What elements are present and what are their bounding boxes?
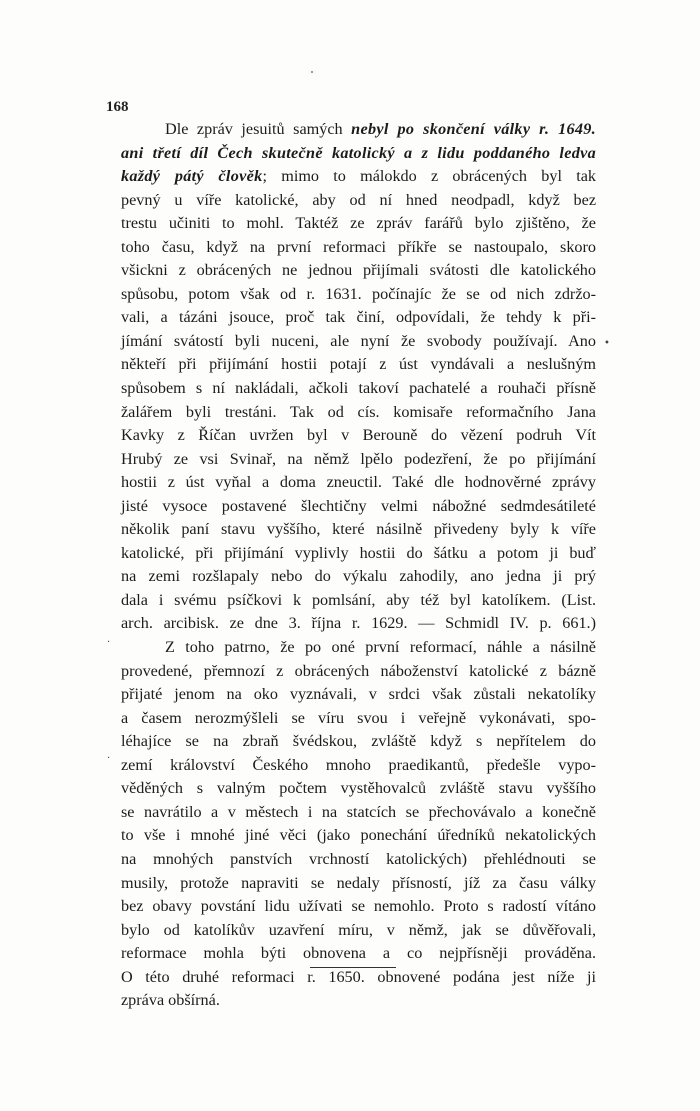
text-run: musily, protože napraviti se nedaly přísností, jíž za času války [121, 873, 596, 892]
text-line [121, 589, 596, 613]
text-line [121, 848, 596, 872]
text-run: O této druhé reformaci r. 1650. obnovené podána jest níže ji [121, 967, 596, 986]
text-run: Hrubý ze vsi Svinař, na němž lpělo podezření, že po přijímání [121, 449, 596, 468]
text-line [121, 212, 596, 236]
body-text [121, 118, 596, 1013]
text-line [121, 236, 596, 260]
text-run: věděných s valným počtem vystěhovalců zvláště stavu vyššího [121, 779, 596, 798]
margin-mark: • [604, 338, 610, 349]
text-run: všickni z obrácených ne jednou přijímali svátosti dle katolického [121, 261, 596, 280]
text-run: vali, a tázáni jsouce, proč tak činí, odpovídali, že tehdy k při- [121, 308, 596, 327]
text-run: spůsobu, potom však od r. 1631. počínajíc že se od nich zdržo- [121, 284, 596, 303]
text-run: spůsobem s ní nakládali, ačkoli takoví pachatelé a rouhači přísně [121, 379, 596, 398]
text-run: toho času, když na první reformaci příkře se nastoupalo, skoro [121, 237, 596, 256]
text-run: bylo od katolíkův uzavření míru, v němž, jak se důvěřovali, [121, 920, 596, 939]
text-run: léhajíce se na zbraň švédskou, zvláště když s nepřítelem do [121, 732, 596, 751]
text-run: na mnohých panstvích vrchností katolických) přehlédnouti se [121, 849, 596, 868]
text-run: katolické, při přijímání vyplivly hostii do šátku a potom ji buď [121, 543, 596, 562]
text-line [121, 565, 596, 589]
text-line [121, 989, 596, 1013]
text-line [121, 754, 596, 778]
margin-mark: · [107, 637, 111, 648]
text-run: Kavky z Říčan uvržen byl v Berouně do vězení podruh Vít [121, 426, 596, 445]
text-line [121, 707, 596, 731]
text-line [121, 542, 596, 566]
text-line [121, 118, 596, 142]
text-line [121, 189, 596, 213]
text-line [121, 777, 596, 801]
text-line [121, 636, 596, 660]
text-run: přijaté jenom na oko vyznávali, v srdci však zůstali nekatolíky [121, 685, 596, 704]
text-line [121, 612, 596, 636]
end-rule [310, 967, 396, 968]
text-run: dala i svému psíčkovi k pomlsání, aby též byl katolíkem. (List. [121, 590, 596, 609]
text-line [121, 518, 596, 542]
text-line [121, 919, 596, 943]
text-line [121, 142, 596, 166]
emphasized-text: ani třetí díl Čech skutečně katolický a z lidu poddaného ledva [121, 143, 596, 162]
text-line [121, 895, 596, 919]
emphasized-text: každý pátý člověk [121, 167, 263, 186]
text-run: Z toho patrno, že po oné první reformací, náhle a násilně [165, 638, 596, 657]
text-line [121, 377, 596, 401]
text-run: několik paní stavu vyššího, které násilně přivedeny byly k víře [121, 520, 596, 539]
text-line [121, 660, 596, 684]
text-line [121, 471, 596, 495]
text-run: a časem nerozmýšleli se víru svou i veřejně vykonávati, spo- [121, 708, 596, 727]
text-run: reformace mohla býti obnovena a co nejpřísněji prováděna. [121, 944, 596, 963]
text-run: hostii z úst vyňal a doma zneuctil. Také dle hodnověrné zprávy [121, 473, 596, 492]
text-line [121, 283, 596, 307]
text-run: to vše i mnohé jiné věci (jako ponechání úředníků nekatolických [121, 826, 596, 845]
text-line [121, 165, 596, 189]
text-run: žalářem byli trestáni. Tak od cís. komisaře reformačního Jana [121, 402, 596, 421]
text-run: někteří při přijímání hostii potají z úst vyndávali a neslušným [121, 355, 596, 374]
text-line [121, 306, 596, 330]
text-line [121, 872, 596, 896]
margin-mark: · [107, 753, 111, 764]
text-run: Dle zpráv jesuitů samých [165, 120, 352, 138]
text-run: pevný u víře katolické, aby od ní hned neodpadl, když bez [121, 190, 596, 209]
emphasized-text: nebyl po skončení války r. 1649. [351, 120, 596, 138]
text-line [121, 942, 596, 966]
text-line [121, 683, 596, 707]
text-line [121, 966, 596, 990]
text-run: jímání svátostí byli nuceni, ale nyní že svobody používají. Ano [121, 331, 596, 350]
text-line [121, 730, 596, 754]
text-run: zpráva obšírná. [121, 991, 220, 1010]
page-number: 168 [106, 99, 129, 115]
text-line [121, 448, 596, 472]
text-line [121, 259, 596, 283]
text-line [121, 495, 596, 519]
speck [311, 71, 313, 73]
text-run: se navrátilo a v městech i na statcích se přechovávalo a konečně [121, 802, 596, 821]
text-line [121, 424, 596, 448]
text-line [121, 353, 596, 377]
text-run: bez obavy povstání lidu užívati se nemohlo. Proto s radostí vítáno [121, 897, 596, 916]
text-run: trestu učiniti to mohl. Taktéž ze zpráv farářů bylo zjištěno, že [121, 214, 596, 233]
text-run: na zemi rozšlapaly nebo do výkalu zahodily, ano jedna ji prý [121, 567, 596, 586]
text-run: jisté vysoce postavené šlechtičny velmi nábožné sedmdesátileté [121, 496, 596, 515]
text-run: arch. arcibisk. ze dne 3. října r. 1629. — Schmidl IV. p. 661.) [121, 614, 596, 633]
text-line [121, 330, 596, 354]
text-run: provedené, přemnozí z obrácených náboženství katolické z bázně [121, 661, 596, 680]
text-line [121, 824, 596, 848]
text-run: ; mimo to málokdo z obrácených byl tak [262, 167, 596, 186]
text-line [121, 801, 596, 825]
text-run: zemí království Českého mnoho praedikantů, předešle vypo- [121, 755, 596, 774]
text-line [121, 401, 596, 425]
